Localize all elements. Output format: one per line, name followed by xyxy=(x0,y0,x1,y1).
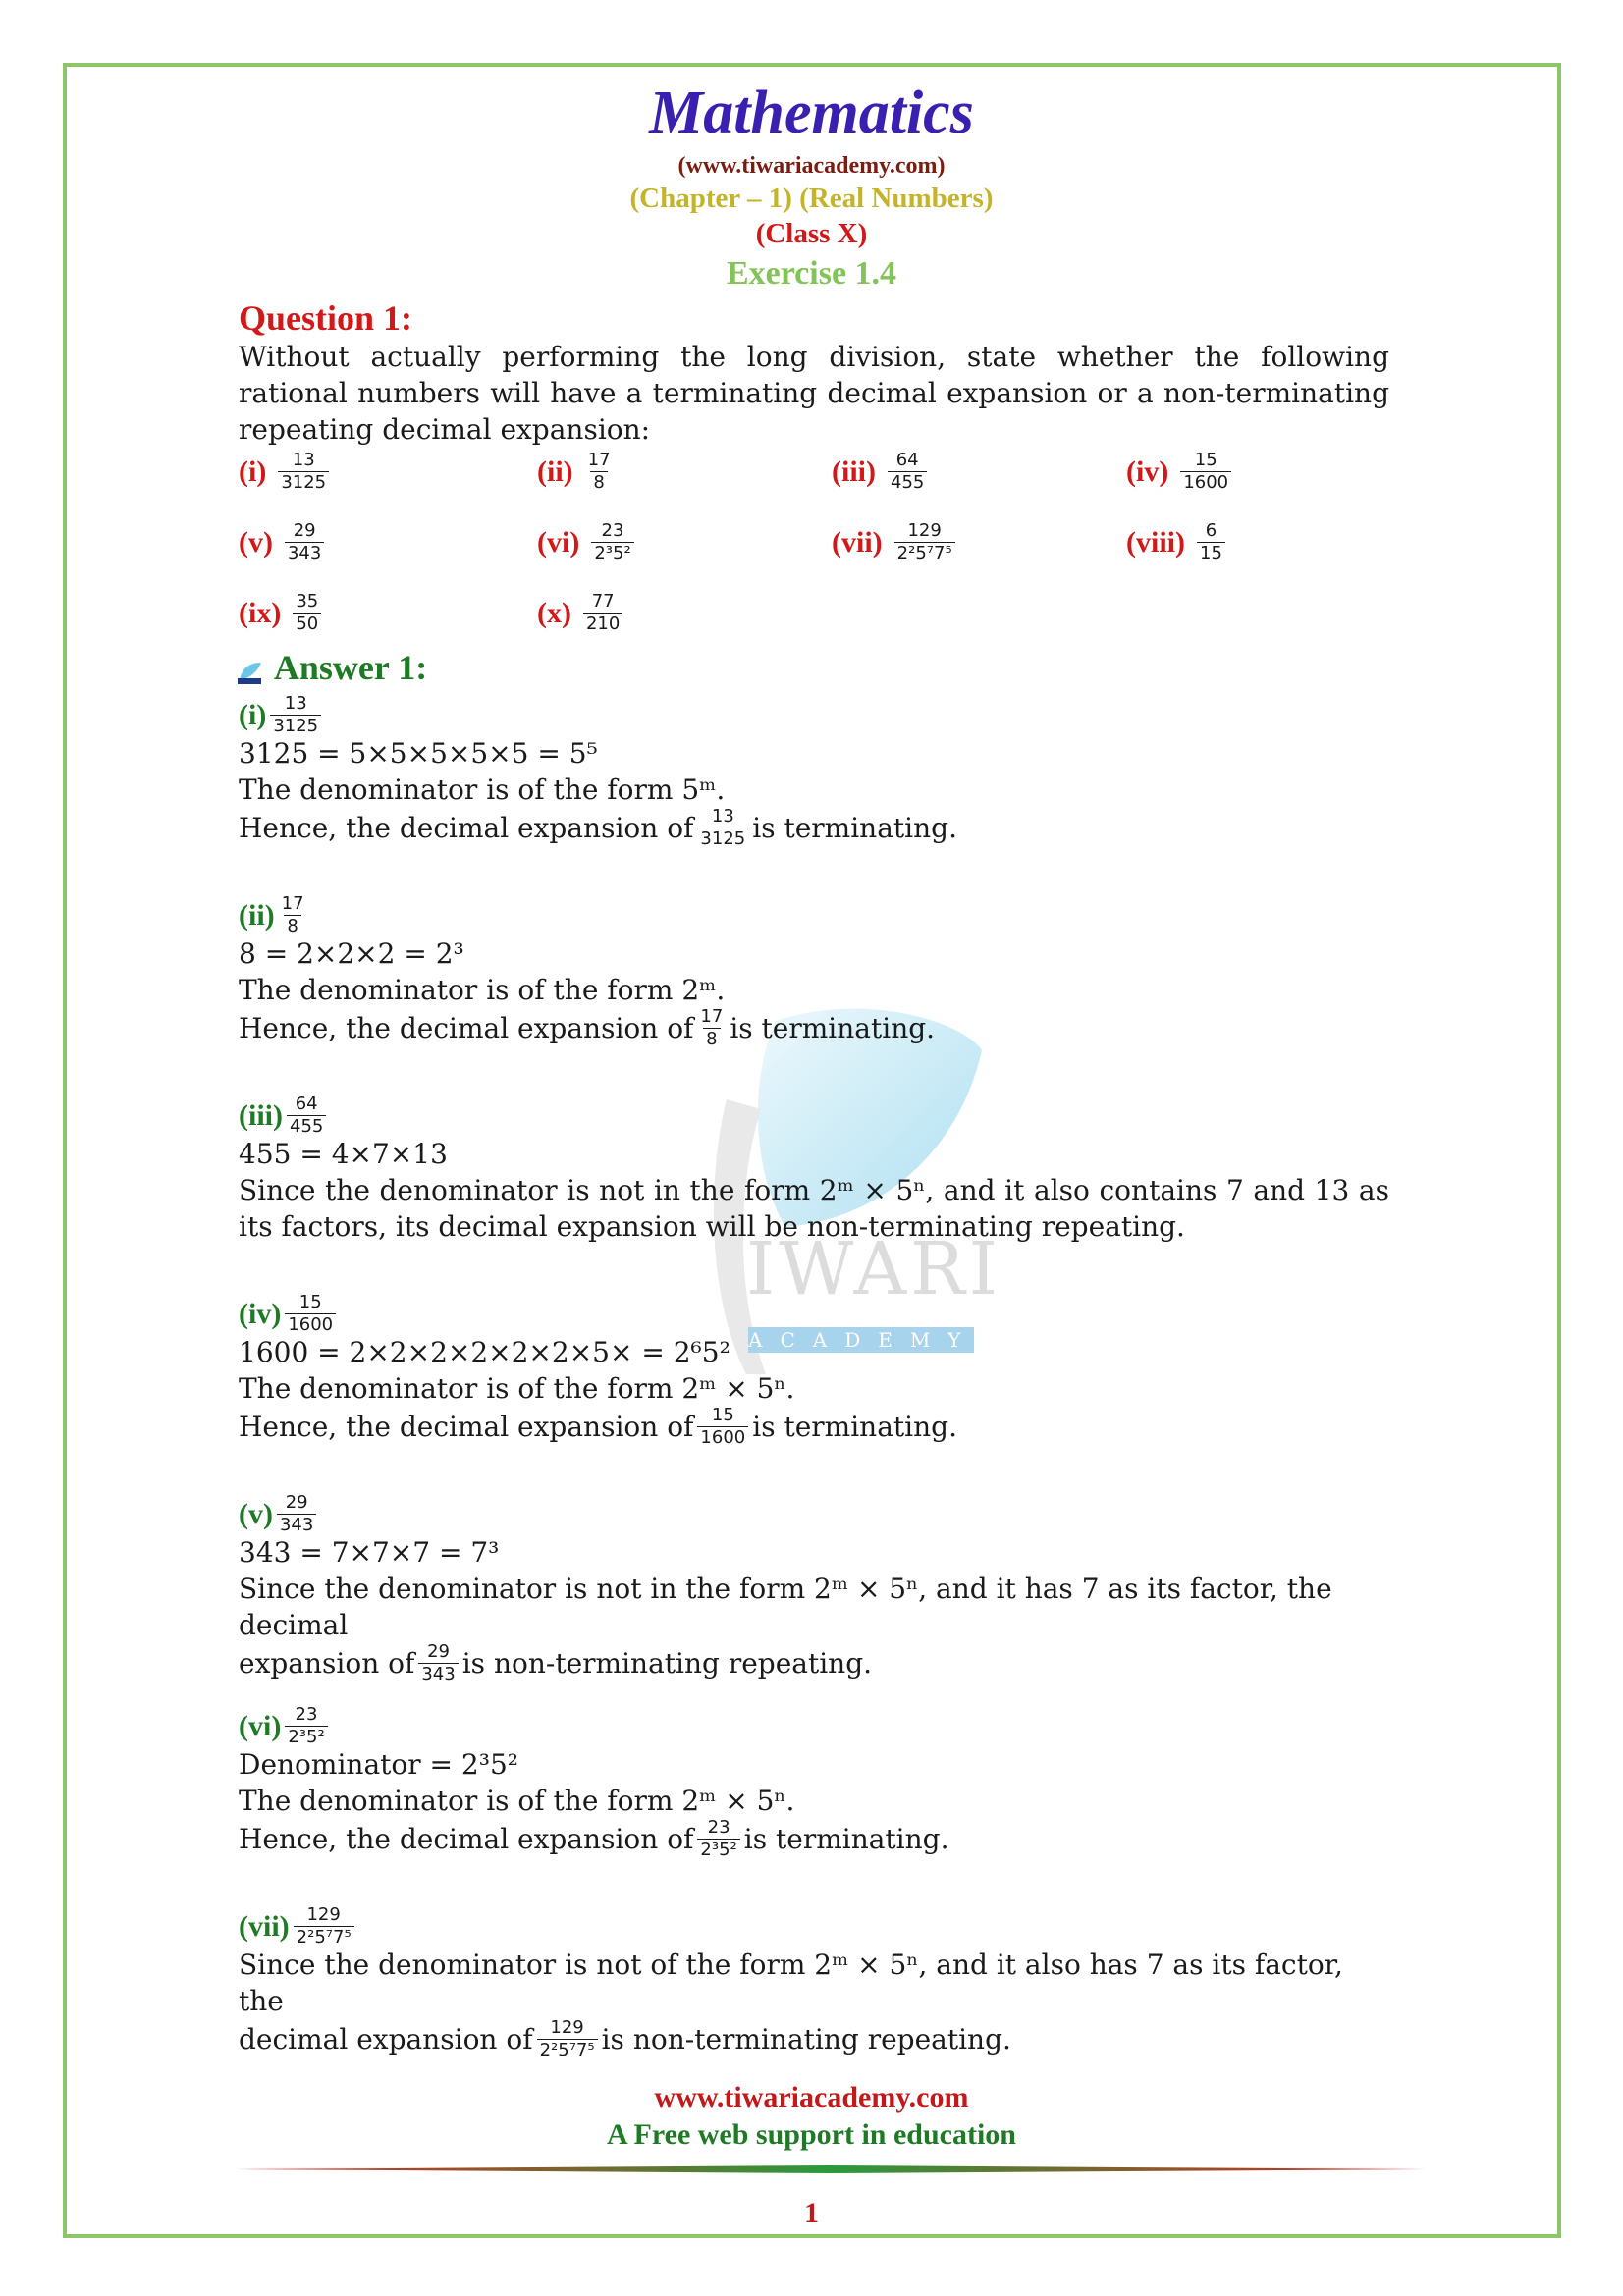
question-item: (iv) $\frac{15}{1600}$ xyxy=(1126,450,1235,494)
fraction: $\frac{13}{3125}$ xyxy=(278,450,329,494)
site-url: (www.tiwariacademy.com) xyxy=(677,153,946,179)
fraction: $\frac{29}{343}$ xyxy=(277,1492,316,1536)
question-item: (viii) $\frac{6}{15}$ xyxy=(1126,520,1229,564)
fraction: $\frac{6}{15}$ xyxy=(1197,520,1225,564)
answer-part-iv: (iv) $\frac{15}{1600}$ 1600 = 2×2×2×2×2×2×5× = 2⁶5² The denominator is of the form 2ᵐ × 5ⁿ. Hence, the decimal expansion of $\frac{15}{1600}$ is terminating. xyxy=(239,1292,957,1448)
exercise-heading: Exercise 1.4 xyxy=(726,255,897,292)
fraction: $\frac{129}{\text{2²5⁷7⁵}}$ xyxy=(894,520,955,564)
fraction: $\frac{17}{8}$ xyxy=(281,893,304,936)
question-heading: Question 1: xyxy=(239,298,413,338)
question-section xyxy=(239,300,1389,448)
question-item: (v) $\frac{29}{343}$ xyxy=(239,520,328,564)
chapter-heading: (Chapter – 1) (Real Numbers) xyxy=(629,183,994,214)
tiwari-logo-icon xyxy=(236,659,263,686)
fraction: $\frac{64}{455}$ xyxy=(287,1094,326,1138)
fraction: $\frac{17}{8}$ xyxy=(587,450,611,493)
fraction: $\frac{29}{343}$ xyxy=(285,520,324,564)
question-item: (iii) $\frac{64}{455}$ xyxy=(832,450,931,494)
page-number: 1 xyxy=(804,2197,819,2229)
fraction: $\frac{23}{\text{2³5²}}$ xyxy=(697,1817,739,1861)
question-text: Without actually performing the long division, state whether the following rational numbers will have a terminating decimal expansion or a non-terminating repeating decimal expansion: xyxy=(239,341,1389,446)
question-item: (x) $\frac{77}{210}$ xyxy=(537,591,626,635)
class-heading: (Class X) xyxy=(755,218,868,249)
page-title: Mathematics xyxy=(649,80,974,146)
answer-part-i: (i) $\frac{13}{3125}$ 3125 = 5×5×5×5×5 = 5⁵ The denominator is of the form 5ᵐ. Hence, the decimal expansion of $\frac{13}{3125}$ is terminating. xyxy=(239,693,957,849)
fraction: $\frac{64}{455}$ xyxy=(888,450,927,494)
fraction: $\frac{35}{50}$ xyxy=(293,591,321,635)
question-item: (vi) $\frac{23}{\text{2³5²}}$ xyxy=(537,520,638,564)
fraction: $\frac{23}{\text{2³5²}}$ xyxy=(591,520,633,564)
fraction: $\frac{29}{343}$ xyxy=(418,1641,458,1685)
answer-part-vii: (vii) $\frac{129}{\text{2²5⁷7⁵}}$ Since the denominator is not of the form 2ᵐ × 5ⁿ, and it also has 7 as its factor, the decimal expansion of $\frac{129}{\text{2²5⁷7⁵}}$ is non-terminating repeating. xyxy=(239,1904,1343,2060)
answer-part-ii: (ii) $\frac{17}{8}$ 8 = 2×2×2 = 2³ The denominator is of the form 2ᵐ. Hence, the decimal expansion of $\frac{17}{8}$ is terminating. xyxy=(239,893,936,1049)
fraction: $\frac{13}{3125}$ xyxy=(697,806,748,850)
answer-part-vi: (vi) $\frac{23}{\text{2³5²}}$ Denominator = 2³5² The denominator is of the form 2ᵐ × 5ⁿ. Hence, the decimal expansion of $\frac{23}{\text{2³5²}}$ is terminating. xyxy=(239,1704,949,1860)
fraction: $\frac{17}{8}$ xyxy=(700,1006,724,1049)
question-item: (ix) $\frac{35}{50}$ xyxy=(239,591,325,635)
answer-heading-row xyxy=(236,650,1386,688)
question-item: (i) $\frac{13}{3125}$ xyxy=(239,450,333,494)
fraction: $\frac{15}{1600}$ xyxy=(1180,450,1231,494)
footer-tagline: A Free web support in education xyxy=(607,2118,1016,2151)
answer-part-iii: (iii) $\frac{64}{455}$ 455 = 4×7×13 Since the denominator is not in the form 2ᵐ × 5ⁿ, and it also contains 7 and 13 as its factors, its decimal expansion will be non-terminating repeating. xyxy=(239,1094,1389,1243)
fraction: $\frac{15}{1600}$ xyxy=(285,1292,336,1336)
footer-divider xyxy=(236,2164,1427,2174)
watermark-text: IWARI xyxy=(746,1227,1001,1311)
fraction: $\frac{129}{\text{2²5⁷7⁵}}$ xyxy=(294,1904,354,1949)
question-item: (vii) $\frac{129}{\text{2²5⁷7⁵}}$ xyxy=(832,520,959,564)
answer-part-v: (v) $\frac{29}{343}$ 343 = 7×7×7 = 7³ Since the denominator is not in the form 2ᵐ × 5ⁿ, and it has 7 as its factor, the decimal expansion of $\frac{29}{343}$ is non-terminating repeating. xyxy=(239,1492,1332,1684)
fraction: $\frac{77}{210}$ xyxy=(583,591,622,635)
fraction: $\frac{23}{\text{2³5²}}$ xyxy=(285,1704,327,1748)
fraction: $\frac{129}{\text{2²5⁷7⁵}}$ xyxy=(537,2017,598,2061)
fraction: $\frac{15}{1600}$ xyxy=(697,1405,748,1449)
answer-heading: Answer 1: xyxy=(273,648,428,687)
fraction: $\frac{13}{3125}$ xyxy=(270,693,321,737)
footer-site-link[interactable]: www.tiwariacademy.com xyxy=(654,2081,969,2113)
watermark-subtext: ACADEMY xyxy=(748,1328,979,1352)
question-item: (ii) $\frac{17}{8}$ xyxy=(537,450,618,494)
